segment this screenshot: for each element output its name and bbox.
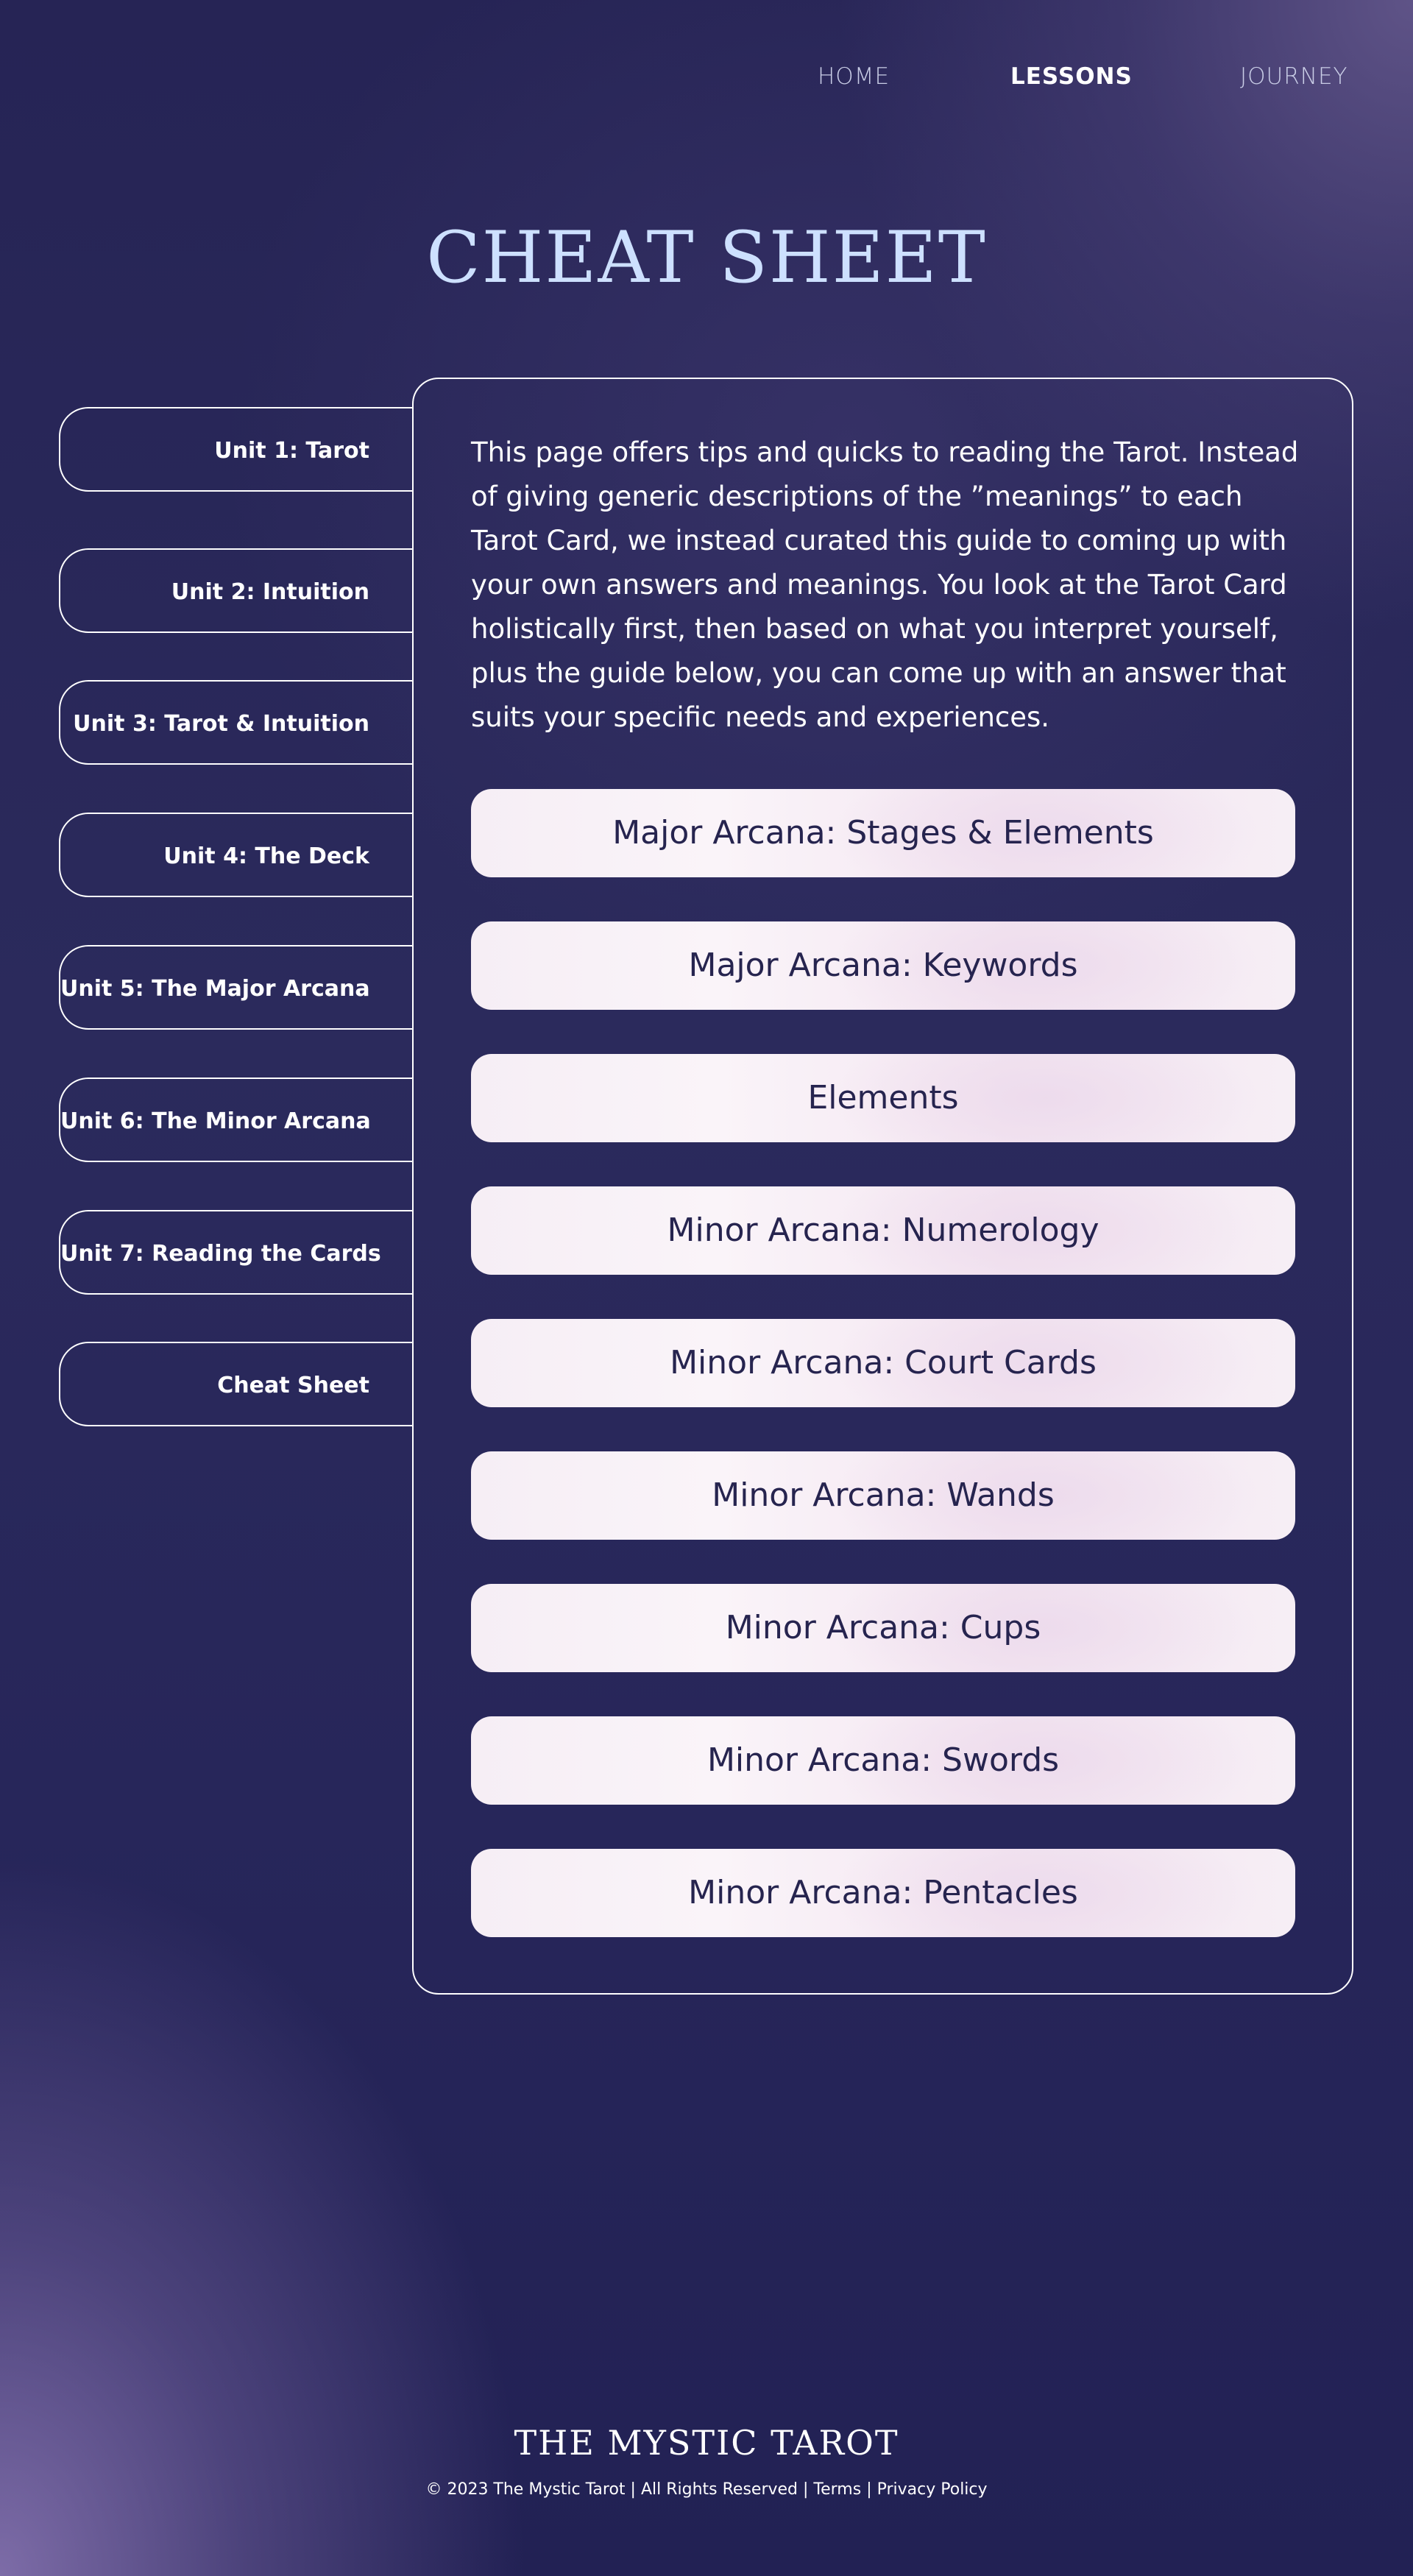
sheet-button-minor-wands[interactable] [471, 1451, 1295, 1540]
sheet-button-minor-numerology[interactable] [471, 1186, 1295, 1275]
sheet-button-label: Elements [807, 1079, 959, 1117]
footer-separator: | [861, 2480, 877, 2499]
sheet-button-minor-court-cards[interactable] [471, 1319, 1295, 1407]
unit-tab-label: Unit 7: Reading the Cards [60, 1241, 381, 1267]
unit-tab-label: Unit 4: The Deck [163, 843, 369, 869]
footer-terms-link[interactable]: Terms [813, 2480, 862, 2499]
unit-tab-7[interactable] [59, 1210, 414, 1295]
unit-tab-6[interactable] [59, 1078, 414, 1162]
sheet-button-minor-cups[interactable] [471, 1584, 1295, 1672]
sheet-button-label: Minor Arcana: Pentacles [688, 1874, 1078, 1911]
unit-tab-2[interactable] [59, 548, 414, 633]
footer-legal [0, 2482, 1413, 2498]
nav-lessons-link[interactable]: LESSONS [1010, 63, 1133, 90]
unit-tab-label: Unit 6: The Minor Arcana [60, 1108, 371, 1134]
unit-tab-4[interactable] [59, 813, 414, 897]
sheet-button-label: Minor Arcana: Numerology [667, 1211, 1099, 1249]
unit-tab-label: Unit 3: Tarot & Intuition [73, 711, 369, 737]
sheet-button-label: Major Arcana: Stages & Elements [612, 814, 1154, 852]
footer-privacy-link[interactable]: Privacy Policy [877, 2480, 988, 2499]
sheet-button-label: Major Arcana: Keywords [688, 946, 1078, 984]
unit-tab-3[interactable] [59, 680, 414, 765]
unit-tab-5[interactable] [59, 945, 414, 1030]
sheet-button-major-stages-elements[interactable] [471, 789, 1295, 877]
unit-tab-label: Unit 1: Tarot [214, 438, 369, 464]
footer-copyright: © 2023 The Mystic Tarot | All Rights Reserved | [425, 2480, 814, 2499]
sheet-button-major-keywords[interactable] [471, 921, 1295, 1010]
unit-tab-label: Unit 5: The Major Arcana [60, 976, 370, 1002]
top-nav [0, 63, 1413, 99]
unit-tab-cheat-sheet[interactable] [59, 1342, 414, 1426]
sheet-button-minor-swords[interactable] [471, 1716, 1295, 1805]
nav-home-link[interactable]: HOME [818, 63, 890, 90]
footer-brand: THE MYSTIC TAROT [514, 2423, 899, 2463]
sheet-button-label: Minor Arcana: Court Cards [670, 1344, 1097, 1381]
intro-paragraph: This page offers tips and quicks to reading the Tarot. Instead of giving generic descriptions of the ”meanings” to each Tarot Card, we instead curated this guide to coming up with your own answers and meanings. You look at the Tarot Card holistically first, then based on what you interpret yourself, plus the guide below, you can come up with an answer that suits your specific needs and experiences. [471, 436, 1299, 733]
unit-tab-label: Unit 2: Intuition [171, 579, 369, 605]
page-title: CHEAT SHEET [426, 216, 987, 299]
sheet-button-elements[interactable] [471, 1054, 1295, 1142]
unit-tab-label: Cheat Sheet [217, 1373, 369, 1398]
sheet-button-label: Minor Arcana: Wands [712, 1476, 1055, 1514]
sheet-button-minor-pentacles[interactable] [471, 1849, 1295, 1937]
sheet-button-label: Minor Arcana: Swords [706, 1741, 1060, 1779]
sheet-button-label: Minor Arcana: Cups [725, 1609, 1041, 1646]
nav-journey-link[interactable]: JOURNEY [1240, 63, 1348, 90]
unit-tab-1[interactable] [59, 407, 414, 492]
